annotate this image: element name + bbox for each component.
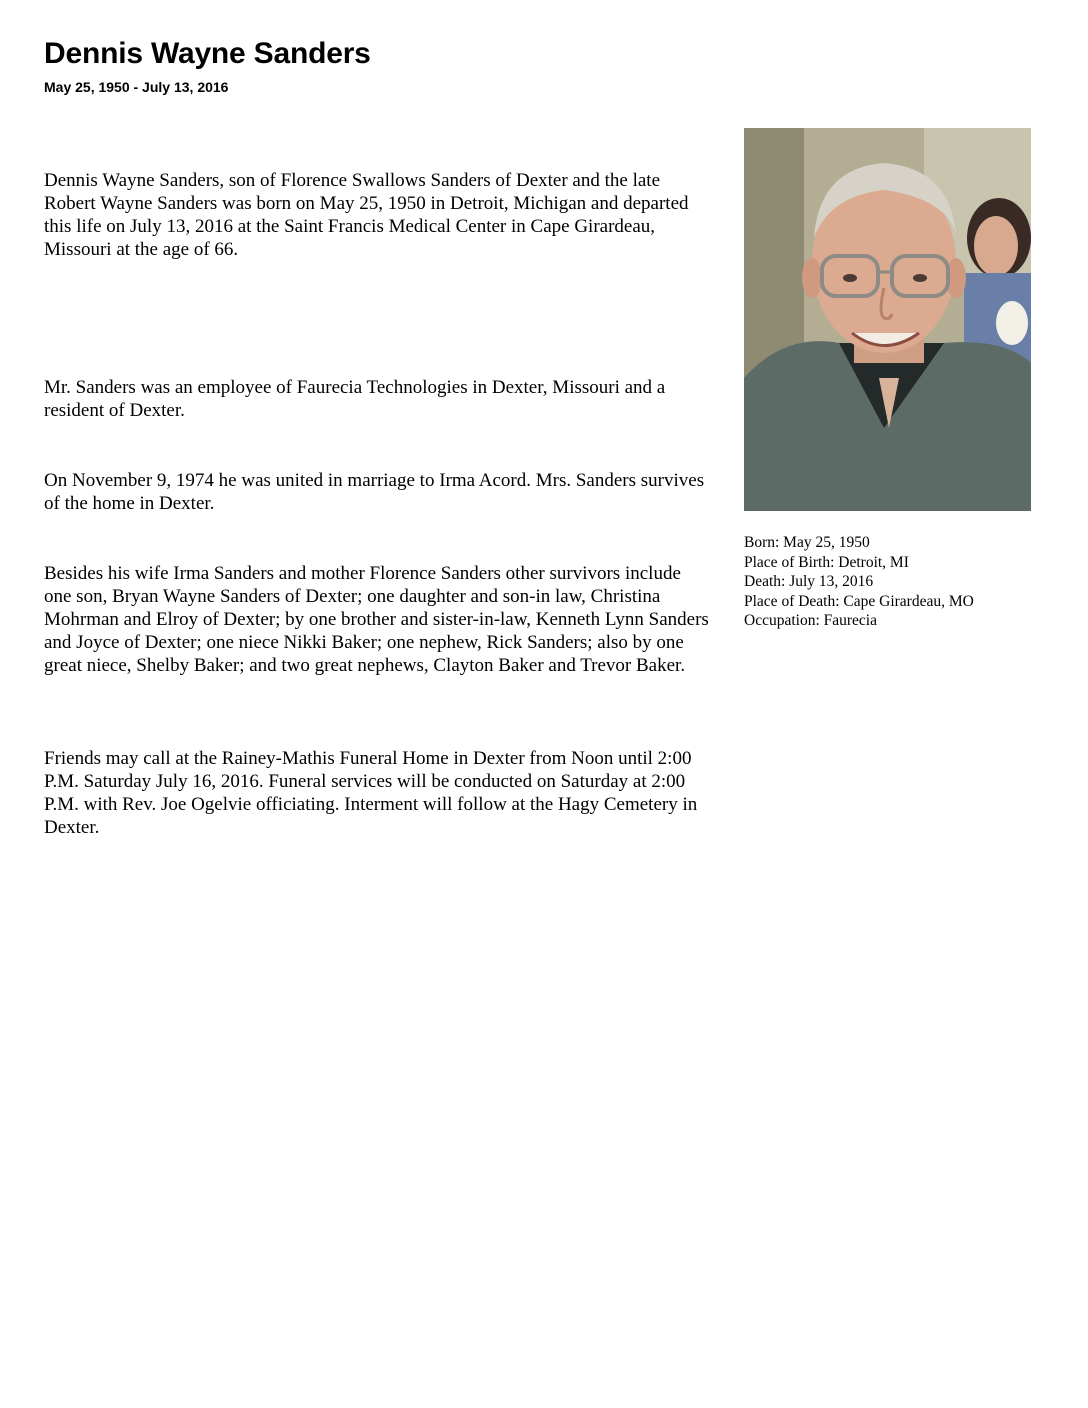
obituary-paragraph-marriage: On November 9, 1974 he was united in marriage to Irma Acord. Mrs. Sanders survives of the home in Dexter.: [44, 470, 705, 514]
obituary-paragraph-employment: Mr. Sanders was an employee of Faurecia Technologies in Dexter, Missouri and a resident of Dexter.: [44, 377, 666, 421]
obituary-paragraph-survivors: Besides his wife Irma Sanders and mother Florence Sanders other survivors include one son, Bryan Wayne Sanders of Dexter; one daughter and son-in law, Christina Mohrman and Elroy of Dexter; by one brother and sister-in-law, Kenneth Lynn Sanders and Joyce of Dexter; one niece Nikki Baker; one nephew, Rick Sanders; also by one great niece, Shelby Baker; and two great nephews, Clayton Baker and Trevor Baker.: [44, 563, 709, 676]
life-dates: May 25, 1950 - July 13, 2016: [44, 79, 229, 95]
obituary-paragraph-services: Friends may call at the Rainey-Mathis Funeral Home in Dexter from Noon until 2:00 P.M. Saturday July 16, 2016. Funeral services will be conducted on Saturday at 2:00 P.M. with Rev. Joe Ogelvie officiating. Interment will follow at the Hagy Cemetery in Dexter.: [44, 748, 698, 838]
vital-facts: [744, 533, 1074, 631]
fact-place-of-birth: Place of Birth: Detroit, MI: [744, 553, 909, 571]
fact-death: Death: July 13, 2016: [744, 573, 874, 591]
fact-place-of-death: Place of Death: Cape Girardeau, MO: [744, 592, 974, 610]
fact-born: Born: May 25, 1950: [744, 534, 870, 551]
fact-occupation: Occupation: Faurecia: [744, 612, 877, 630]
deceased-name: Dennis Wayne Sanders: [44, 37, 371, 70]
obituary-paragraph-birth: Dennis Wayne Sanders, son of Florence Swallows Sanders of Dexter and the late Robert Wayne Sanders was born on May 25, 1950 in Detroit, Michigan and departed this life on July 13, 2016 at the Saint Francis Medical Center in Cape Girardeau, Missouri at the age of 66.: [44, 170, 689, 260]
portrait-photo: [744, 128, 1031, 511]
